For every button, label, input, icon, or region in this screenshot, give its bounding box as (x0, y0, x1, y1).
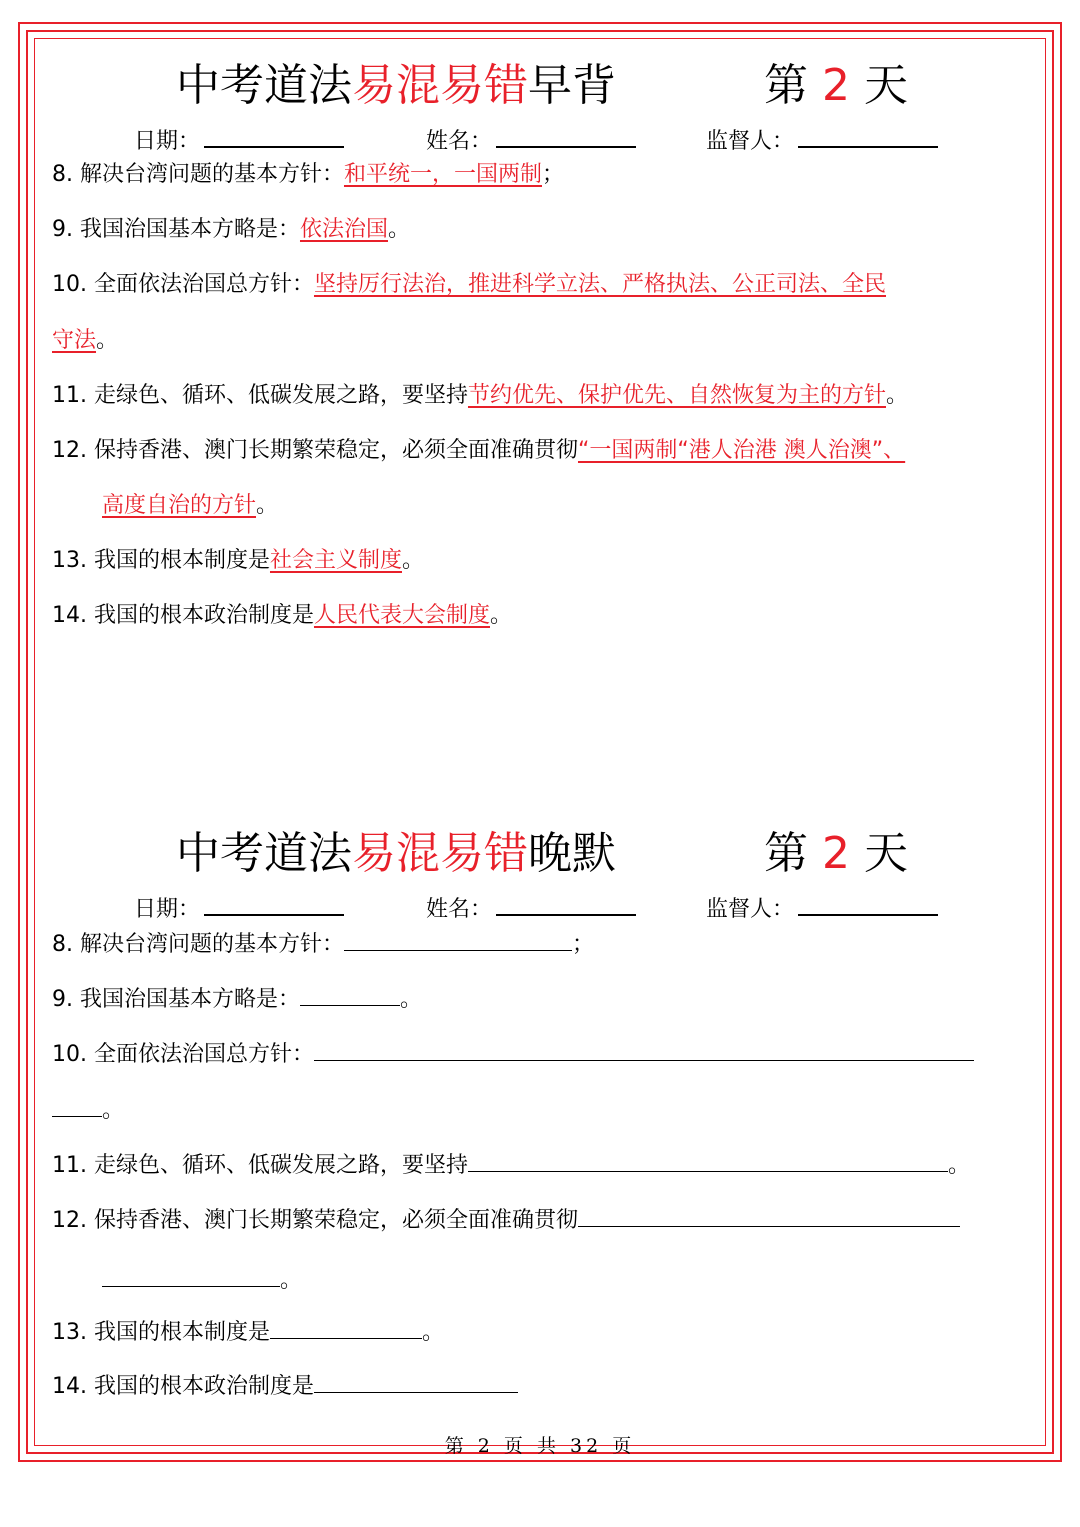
quiz-item-10 (52, 1038, 974, 1070)
question-text: 8. 解决台湾问题的基本方针： (52, 932, 344, 957)
quiz-item-10-cont (52, 1094, 124, 1126)
date-blank[interactable] (204, 124, 344, 148)
question-text: 10. 全面依法治国总方针： (52, 1042, 314, 1067)
quiz-item-14 (52, 1370, 518, 1402)
answer-blank[interactable] (314, 1038, 974, 1061)
title-suffix: 晚默 (528, 828, 616, 879)
answer-text: 社会主义制度 (269, 548, 402, 573)
answer-blank-cont[interactable] (52, 1094, 102, 1117)
title-highlight: 易混易错 (352, 828, 528, 879)
day-suffix: 天 (864, 60, 908, 111)
day-suffix: 天 (864, 828, 908, 879)
quiz-item-12 (52, 1204, 960, 1236)
answer-text: 节约优先、保护优先、自然恢复为主的方针 (467, 383, 886, 408)
quiz-item-11 (52, 1149, 970, 1181)
answer-item-12 (52, 436, 905, 466)
question-text: 8. 解决台湾问题的基本方针： (52, 162, 344, 187)
quiz-item-12-cont (102, 1264, 302, 1296)
answer-item-12-cont (102, 491, 278, 521)
punctuation: 。 (399, 987, 422, 1012)
name-label: 姓名： (426, 129, 493, 154)
quiz-item-13 (52, 1316, 444, 1348)
question-text: 11. 走绿色、循环、低碳发展之路，要坚持 (52, 383, 468, 408)
answer-item-8 (52, 160, 564, 190)
title-prefix: 中考道法 (176, 828, 352, 879)
punctuation: 。 (102, 1098, 125, 1123)
supervisor-blank[interactable] (798, 124, 938, 148)
title-prefix: 中考道法 (176, 60, 352, 111)
date-label: 日期： (134, 129, 201, 154)
answer-item-10-cont (52, 326, 118, 356)
answer-text: “一国两制“港人治港 澳人治澳”、 (577, 438, 906, 463)
punctuation: 。 (388, 217, 411, 242)
punctuation: 。 (947, 1153, 970, 1178)
punctuation: 。 (280, 1268, 303, 1293)
name-blank[interactable] (496, 124, 636, 148)
day-number: 2 (822, 60, 850, 111)
question-text: 9. 我国治国基本方略是： (52, 217, 300, 242)
day-prefix: 第 (764, 60, 808, 111)
question-text: 13. 我国的根本制度是 (52, 1320, 270, 1345)
punctuation: 。 (490, 603, 513, 628)
question-text: 12. 保持香港、澳门长期繁荣稳定，必须全面准确贯彻 (52, 1208, 578, 1233)
answer-blank[interactable] (314, 1370, 518, 1393)
punctuation: 。 (256, 493, 279, 518)
answer-blank[interactable] (344, 928, 572, 951)
title-suffix: 早背 (528, 60, 616, 111)
punctuation: 。 (96, 328, 119, 353)
punctuation: ； (571, 932, 594, 957)
answer-item-10 (52, 270, 886, 300)
question-text: 9. 我国治国基本方略是： (52, 987, 300, 1012)
date-label: 日期： (134, 897, 201, 922)
question-text: 14. 我国的根本政治制度是 (52, 1374, 314, 1399)
question-text: 10. 全面依法治国总方针： (52, 272, 314, 297)
day-number: 2 (822, 828, 850, 879)
punctuation: 。 (402, 548, 425, 573)
question-text: 13. 我国的根本制度是 (52, 548, 270, 573)
supervisor-label: 监督人： (706, 129, 795, 154)
day-prefix: 第 (764, 828, 808, 879)
answer-item-14 (52, 601, 512, 631)
punctuation: ； (542, 162, 565, 187)
question-text: 12. 保持香港、澳门长期繁荣稳定，必须全面准确贯彻 (52, 438, 578, 463)
answer-blank[interactable] (270, 1316, 422, 1339)
name-blank[interactable] (496, 892, 636, 916)
answer-blank[interactable] (468, 1149, 948, 1172)
answer-text: 人民代表大会制度 (313, 603, 490, 628)
page-footer: 第 2 页 共 32 页 (444, 1435, 636, 1457)
punctuation: 。 (421, 1320, 444, 1345)
answer-blank[interactable] (300, 983, 400, 1006)
answer-text-cont: 高度自治的方针 (102, 493, 257, 518)
answer-text: 和平统一，一国两制 (343, 162, 542, 187)
supervisor-blank[interactable] (798, 892, 938, 916)
date-blank[interactable] (204, 892, 344, 916)
quiz-item-8 (52, 928, 594, 960)
answer-blank[interactable] (578, 1204, 960, 1227)
answer-text-cont: 守法 (52, 328, 97, 353)
punctuation: 。 (886, 383, 909, 408)
answer-item-9 (52, 215, 410, 245)
supervisor-label: 监督人： (706, 897, 795, 922)
name-label: 姓名： (426, 897, 493, 922)
answer-text: 依法治国 (299, 217, 388, 242)
quiz-item-9 (52, 983, 422, 1015)
answer-text: 坚持厉行法治，推进科学立法、严格执法、公正司法、全民 (313, 272, 886, 297)
question-text: 11. 走绿色、循环、低碳发展之路，要坚持 (52, 1153, 468, 1178)
answer-blank-cont[interactable] (102, 1264, 280, 1287)
answer-item-11 (52, 381, 908, 411)
answer-item-13 (52, 546, 424, 576)
title-highlight: 易混易错 (352, 60, 528, 111)
question-text: 14. 我国的根本政治制度是 (52, 603, 314, 628)
